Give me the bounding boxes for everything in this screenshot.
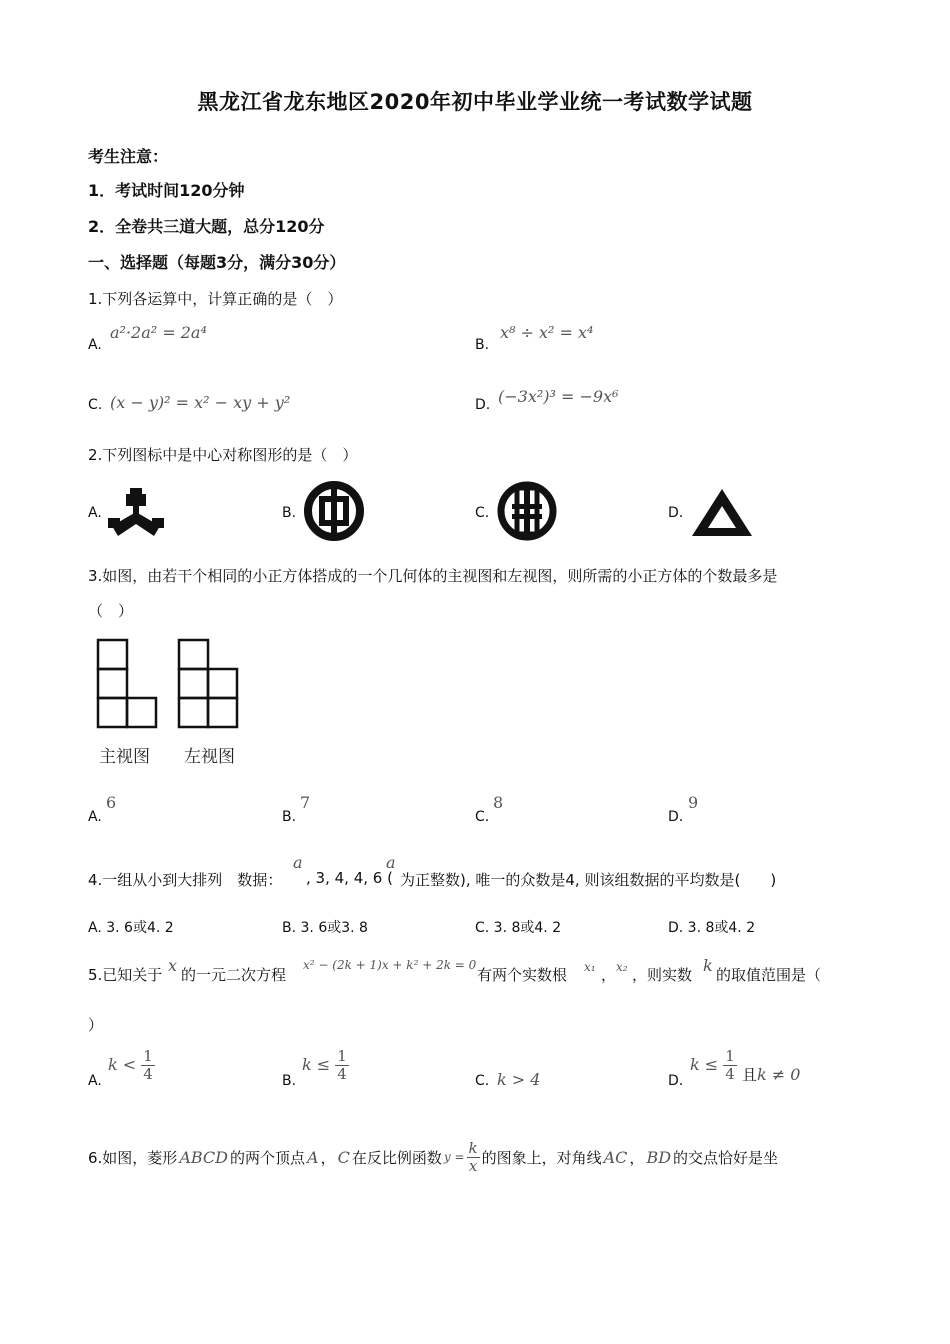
q5-label-b: B. xyxy=(282,1073,297,1089)
q5-option-b-rel: k ≤ xyxy=(302,1055,331,1074)
q5-text-1: 5.已知关于 xyxy=(88,966,163,984)
q3-value-a: 6 xyxy=(106,793,117,812)
q4-text-1: 4.一组从小到大排列 数据： xyxy=(88,871,283,889)
q5-option-c: k > 4 xyxy=(497,1070,541,1089)
q5-option-a-frac xyxy=(141,1048,155,1083)
q5-text-5: 的取值范围是（ xyxy=(716,966,822,984)
q5-option-d-and: 且 xyxy=(741,1066,757,1084)
q1-option-d: (−3x²)³ = −9x⁶ xyxy=(498,387,619,406)
q6-text-5: 的交点恰好是坐 xyxy=(673,1148,779,1167)
q6-comma-1: ， xyxy=(320,1148,336,1167)
q5-option-b xyxy=(302,1048,349,1083)
q6-function-frac xyxy=(467,1140,480,1175)
q4-option-a: A. 3. 6或4. 2 xyxy=(88,920,174,936)
q5-option-a xyxy=(108,1048,155,1083)
q5-label-a: A. xyxy=(88,1073,102,1089)
q6-var-c: C xyxy=(337,1147,350,1167)
q6-y-eq: y = xyxy=(443,1150,465,1164)
q5-option-a-rel: k < xyxy=(108,1055,137,1074)
q6-text-3: 在反比例函数 xyxy=(351,1148,442,1167)
q1-label-a: A. xyxy=(88,337,102,353)
q5-close: ） xyxy=(88,1016,104,1034)
q3-label-b: B. xyxy=(282,809,297,825)
q5-root-2: x₂ xyxy=(616,960,628,974)
q2-label-c: C. xyxy=(475,505,490,521)
q4-option-b: B. 3. 6或3. 8 xyxy=(282,920,368,936)
q2-stem: 2.下列图标中是中心对称图形的是（ ） xyxy=(88,446,358,464)
icon-d-logo xyxy=(690,486,754,538)
front-view-caption: 主视图 xyxy=(99,747,150,767)
q6-var-a: A xyxy=(307,1147,319,1167)
q6-text-1: 6.如图，菱形 xyxy=(88,1148,178,1167)
frac-denominator: 4 xyxy=(725,1065,735,1083)
left-view-caption: 左视图 xyxy=(184,747,235,767)
q1-label-c: C. xyxy=(88,397,103,413)
icon-b-logo xyxy=(302,480,366,542)
q5-text-3: 有两个实数根 xyxy=(477,966,568,984)
notice-item-1: 1．考试时间120分钟 xyxy=(88,181,245,200)
frac-numerator: k xyxy=(468,1138,478,1157)
q5-option-d xyxy=(690,1048,800,1085)
q1-label-b: B. xyxy=(475,337,490,353)
q5-option-d-rel: k ≤ xyxy=(690,1055,719,1074)
q5-label-c: C. xyxy=(475,1073,490,1089)
q4-option-c: C. 3. 8或4. 2 xyxy=(475,920,562,936)
section-heading: 一、选择题（每题3分，满分30分） xyxy=(88,253,346,272)
frac-denominator: 4 xyxy=(143,1065,153,1083)
q1-option-a: a²·2a² = 2a⁴ xyxy=(110,323,207,342)
q3-label-a: A. xyxy=(88,809,102,825)
q6-comma-2: ， xyxy=(629,1148,645,1167)
frac-numerator: 1 xyxy=(725,1047,735,1065)
q2-label-b: B. xyxy=(282,505,297,521)
q6-var-bd: BD xyxy=(646,1147,672,1167)
q3-value-d: 9 xyxy=(688,793,699,812)
q4-var-a-2: a xyxy=(386,853,396,872)
q5-equation: x² − (2k + 1)x + k² + 2k = 0 xyxy=(303,958,477,972)
icon-c-logo xyxy=(495,480,559,542)
q6-var-ac: AC xyxy=(603,1147,628,1167)
q4-var-a: a xyxy=(293,853,303,872)
q3-label-d: D. xyxy=(668,809,684,825)
frac-numerator: 1 xyxy=(143,1047,153,1065)
q5-var-x: x xyxy=(168,956,178,975)
q4-option-d: D. 3. 8或4. 2 xyxy=(668,920,756,936)
q5-comma: ， xyxy=(601,966,617,984)
notice-heading: 考生注意： xyxy=(88,147,169,166)
frac-numerator: 1 xyxy=(337,1047,347,1065)
front-view-figure xyxy=(96,638,158,730)
q6-var-abcd: ABCD xyxy=(179,1147,228,1167)
q4-text-2: , 3, 4, 4, 6 ( xyxy=(306,869,393,887)
q3-label-c: C. xyxy=(475,809,490,825)
q5-label-d: D. xyxy=(668,1073,684,1089)
frac-denominator: x xyxy=(468,1156,478,1175)
left-view-figure xyxy=(177,638,239,730)
q3-value-b: 7 xyxy=(300,793,311,812)
q4-text-3: 为正整数), 唯一的众数是4, 则该组数据的平均数是( ) xyxy=(400,871,777,889)
notice-item-2: 2．全卷共三道大题，总分120分 xyxy=(88,217,325,236)
q5-text-2: 的一元二次方程 xyxy=(181,966,287,984)
q1-stem: 1.下列各运算中，计算正确的是（ ） xyxy=(88,290,343,308)
q5-option-d-tail: k ≠ 0 xyxy=(756,1065,801,1084)
icon-a-logo xyxy=(106,486,170,538)
q3-value-c: 8 xyxy=(493,793,504,812)
q2-label-d: D. xyxy=(668,505,684,521)
q5-text-4: ，则实数 xyxy=(632,966,693,984)
q6-text-2: 的两个顶点 xyxy=(230,1148,306,1167)
q5-root-1: x₁ xyxy=(584,960,596,974)
frac-denominator: 4 xyxy=(337,1065,347,1083)
q5-option-b-frac xyxy=(335,1048,349,1083)
q3-stem-cont: （ ） xyxy=(88,602,134,620)
q1-option-c: (x − y)² = x² − xy + y² xyxy=(110,393,291,412)
q1-label-d: D. xyxy=(475,397,491,413)
q5-option-d-frac xyxy=(723,1048,737,1083)
page-title: 黑龙江省龙东地区2020年初中毕业学业统一考试数学试题 xyxy=(197,90,753,114)
q6-stem xyxy=(88,1130,778,1184)
q2-label-a: A. xyxy=(88,505,102,521)
q3-stem: 3.如图，由若干个相同的小正方体搭成的一个几何体的主视图和左视图，则所需的小正方体的个数最多是 xyxy=(88,567,778,585)
q5-var-k: k xyxy=(703,956,713,975)
q6-text-4: 的图象上，对角线 xyxy=(481,1148,602,1167)
q1-option-b: x⁸ ÷ x² = x⁴ xyxy=(500,323,594,342)
